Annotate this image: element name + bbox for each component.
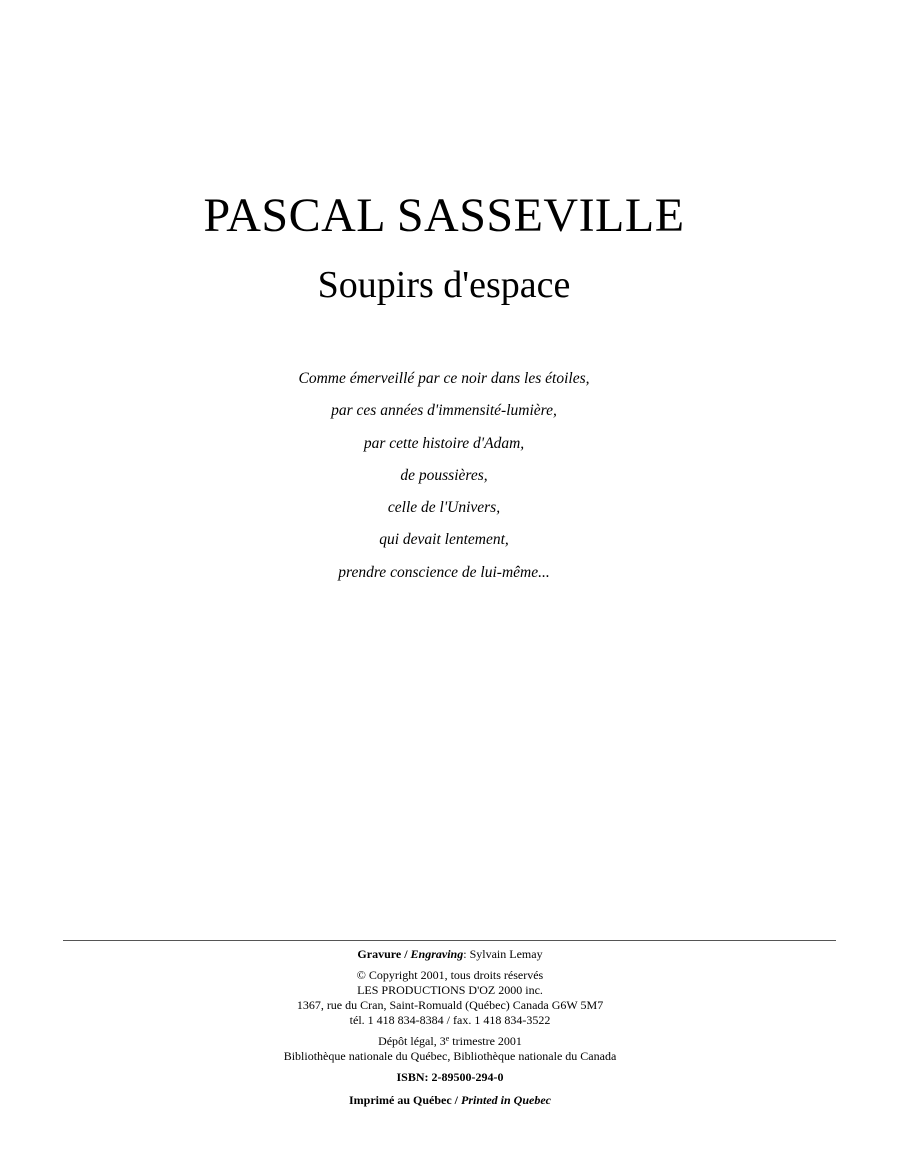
address-line: 1367, rue du Cran, Saint-Romuald (Québec) Canada G6W 5M7 bbox=[296, 998, 604, 1012]
engraving-separator: / bbox=[401, 947, 411, 961]
legal-deposit-prefix: Dépôt légal, 3 bbox=[378, 1034, 446, 1048]
epigraph-line: de poussières, bbox=[400, 466, 488, 484]
epigraph-line: celle de l'Univers, bbox=[387, 499, 501, 517]
legal-deposit-line bbox=[0, 1034, 900, 1049]
epigraph bbox=[0, 366, 888, 592]
phone-fax-line: tél. 1 418 834-8384 / fax. 1 418 834-3522 bbox=[349, 1013, 551, 1027]
legal-deposit-ordinal: e bbox=[445, 1034, 450, 1043]
epigraph-line: Comme émerveillé par ce noir dans les étoiles, bbox=[298, 370, 590, 387]
publisher-line: LES PRODUCTIONS D'OZ 2000 inc. bbox=[357, 983, 543, 997]
epigraph-line: par ces années d'immensité-lumière, bbox=[331, 402, 557, 420]
printed-line bbox=[0, 1093, 900, 1108]
epigraph-line: qui devait lentement, bbox=[379, 531, 509, 549]
author-name: PASCAL SASSEVILLE bbox=[203, 189, 685, 242]
engraving-label-fr: Gravure bbox=[357, 947, 402, 961]
epigraph-line: prendre conscience de lui-même... bbox=[338, 563, 550, 581]
colophon bbox=[0, 947, 900, 1108]
book-title: Soupirs d'espace bbox=[317, 264, 571, 306]
engraving-label-en: Engraving bbox=[410, 947, 464, 961]
copyright-line: © Copyright 2001, tous droits réservés bbox=[356, 968, 544, 982]
printed-fr: Imprimé au Québec bbox=[349, 1093, 452, 1107]
engraving-colon: : bbox=[463, 947, 470, 961]
engraver-name: Sylvain Lemay bbox=[469, 947, 543, 961]
isbn-line: ISBN: 2-89500-294-0 bbox=[396, 1070, 504, 1084]
epigraph-line: par cette histoire d'Adam, bbox=[363, 434, 525, 452]
divider-rule bbox=[63, 940, 836, 941]
printed-separator: / bbox=[451, 1093, 461, 1107]
printed-en: Printed in Quebec bbox=[461, 1093, 551, 1107]
engraving-credit bbox=[0, 947, 900, 962]
legal-deposit-suffix: trimestre 2001 bbox=[449, 1034, 522, 1048]
libraries-line: Bibliothèque nationale du Québec, Bibliothèque nationale du Canada bbox=[283, 1049, 617, 1063]
